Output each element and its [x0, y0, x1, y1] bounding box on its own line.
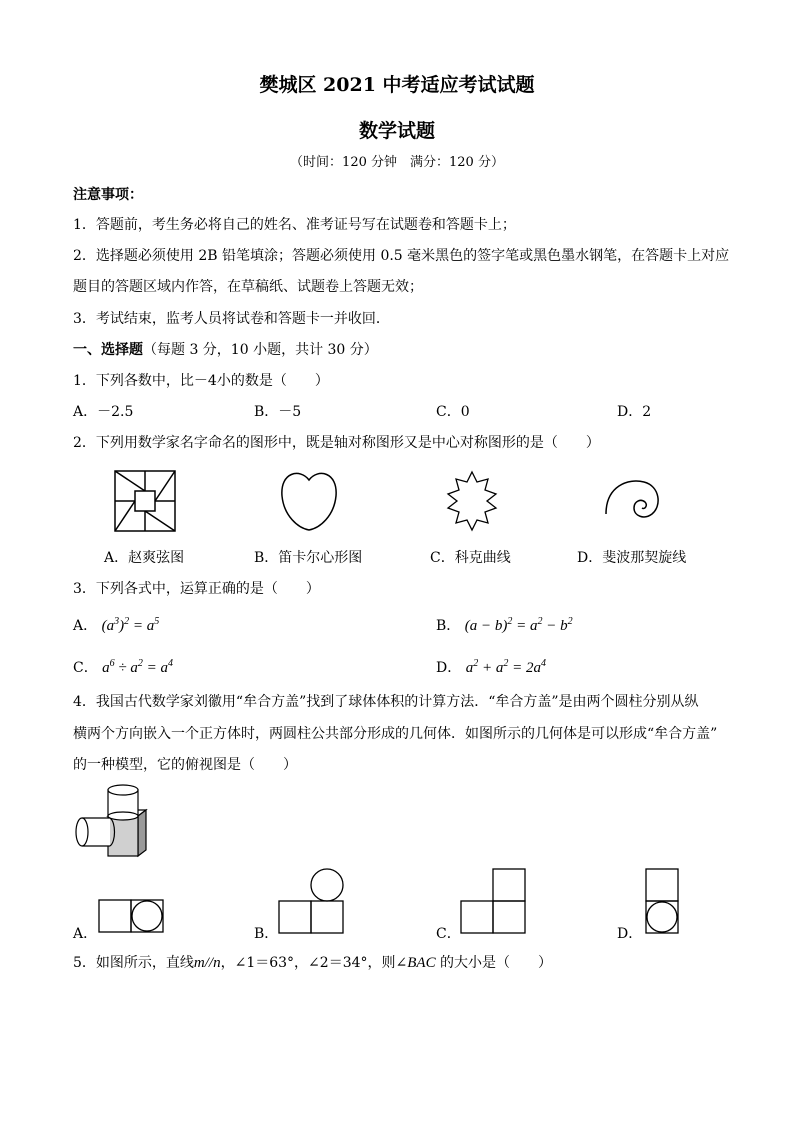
exam-subtitle: 数学试题 [358, 120, 435, 142]
q4-option-d-figure [645, 868, 679, 934]
q3-option-d-label: D． [436, 660, 462, 676]
exam-title: 樊城区 2021 中考适应考试试题 [259, 74, 535, 96]
notice-item-1: 1．答题前，考生务必将自己的姓名、准考证号写在试题卷和答题卡上； [73, 217, 516, 233]
q3-option-d-expr: $a^2 + a^2 = 2a^4$ [465, 658, 546, 676]
q3-option-a-expr: $(a^3)^2 = a^5$ [101, 616, 160, 634]
q1-option-d: D．2 [617, 404, 652, 420]
q4-line-2: 横两个方向嵌入一个正方体时，两圆柱公共部分形成的几何体．如图所示的几何体是可以形成“牟合方盖” [73, 726, 718, 742]
fibonacci-spiral-figure [598, 466, 668, 536]
q3-option-b-label: B． [436, 618, 461, 634]
section1-heading: 一、选择题 [73, 342, 143, 358]
q4-option-d-label: D． [617, 926, 643, 942]
section1-note: （每题 3 分，10 小题，共计 30 分） [143, 342, 378, 358]
q5-stem: 5．如图所示，直线m//n，∠1＝63°，∠2＝34°，则∠BAC 的大小是（ ） [73, 955, 553, 971]
time-info: （时间：120 分钟 满分：120 分） [290, 155, 504, 170]
notice-item-2-cont: 题目的答题区域内作答，在草稿纸、试题卷上答题无效； [73, 279, 423, 295]
q3-option-a-label: A． [73, 618, 98, 634]
q1-option-b: B．－5 [254, 404, 302, 420]
q2-option-c: C．科克曲线 [430, 550, 511, 566]
q3-option-a [73, 615, 159, 635]
cube-cylinders-model-figure [72, 780, 152, 860]
koch-snowflake-figure [437, 466, 507, 536]
q3-option-b [436, 615, 573, 635]
q4-option-a-label: A． [73, 926, 98, 942]
q3-option-c-expr: $a^6 \div a^2 = a^4$ [102, 658, 174, 676]
q3-option-b-expr: $(a - b)^2 = a^2 - b^2$ [464, 616, 573, 634]
q3-option-c-label: C． [73, 660, 98, 676]
q2-option-a: A．赵爽弦图 [104, 550, 185, 566]
notice-item-2: 2．选择题必须使用 2B 铅笔填涂；答题必须使用 0.5 毫米黑色的签字笔或黑色墨水钢笔，在答题卡上对应 [73, 248, 730, 264]
q3-option-c [73, 657, 173, 677]
zhao-shuang-figure [110, 466, 180, 536]
q1-stem: 1．下列各数中，比－4小的数是（ ） [73, 373, 329, 389]
q4-line-1: 4．我国古代数学家刘徽用“牟合方盖”找到了球体体积的计算方法．“牟合方盖”是由两个圆柱分别从纵 [73, 694, 699, 710]
q1-option-a: A．－2.5 [73, 404, 134, 420]
q3-stem: 3．下列各式中，运算正确的是（ ） [73, 581, 320, 597]
notice-item-3: 3．考试结束，监考人员将试卷和答题卡一并收回． [73, 311, 390, 327]
q4-option-c-label: C． [436, 926, 461, 942]
section1-header [73, 339, 378, 359]
q2-option-d: D．斐波那契旋线 [577, 550, 687, 566]
q1-option-c: C．0 [436, 404, 470, 420]
q4-option-a-figure [98, 899, 164, 933]
q4-option-b-label: B． [254, 926, 279, 942]
q2-option-b: B．笛卡尔心形图 [254, 550, 363, 566]
cardioid-figure [274, 466, 344, 536]
notice-heading: 注意事项： [73, 187, 143, 203]
q3-option-d [436, 657, 546, 677]
q4-option-b-figure [278, 868, 344, 934]
q2-stem: 2．下列用数学家名字命名的图形中，既是轴对称图形又是中心对称图形的是（ ） [73, 435, 600, 451]
q4-option-c-figure [460, 868, 526, 934]
q4-line-3: 的一种模型，它的俯视图是（ ） [73, 757, 297, 773]
